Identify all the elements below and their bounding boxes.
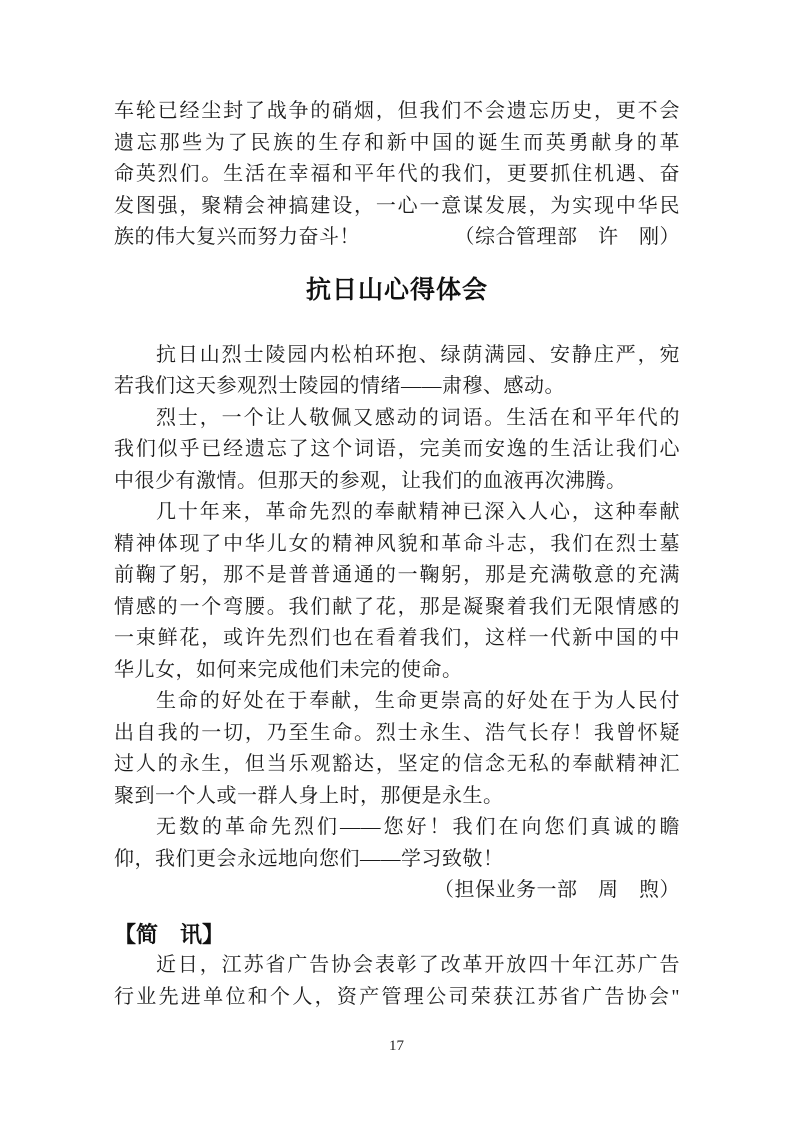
text-line: 出自我的一切，乃至生命。烈士永生、浩气长存！我曾怀疑 <box>114 721 680 744</box>
text-line: 近日，江苏省广告协会表彰了改革开放四十年江苏广告 <box>156 954 680 976</box>
article-paragraph <box>114 686 680 812</box>
article-paragraph <box>114 340 680 403</box>
text-line: 过人的永生，但当乐观豁达，坚定的信念无私的奉献精神汇 <box>114 753 680 775</box>
paragraph-ending-text: 族的伟大复兴而努力奋斗！ <box>114 226 360 248</box>
text-line: 生命的好处在于奉献，生命更崇高的好处在于为人民付 <box>156 690 680 712</box>
text-line: 烈士，一个让人敬佩又感动的词语。生活在和平年代的 <box>156 406 680 429</box>
text-line: 精神体现了中华儿女的精神风貌和革命斗志，我们在烈士墓 <box>114 532 680 555</box>
page-number: 17 <box>389 1038 404 1054</box>
text-line: 聚到一个人或一群人身上时，那便是永生。 <box>114 784 504 807</box>
continuation-paragraph <box>114 96 680 254</box>
text-line: 行业先进单位和个人，资产管理公司荣获江苏省广告协会" <box>114 985 680 1008</box>
article-paragraph <box>114 812 680 875</box>
text-line: 仰，我们更会永远地向您们——学习致敬！ <box>114 847 504 870</box>
text-line: 中很少有激情。但那天的参观，让我们的血液再次沸腾。 <box>114 469 627 492</box>
text-line: 前鞠了躬，那不是普普通通的一鞠躬，那是充满敬意的充满 <box>114 564 680 586</box>
text-line: 华儿女，如何来完成他们未完的使命。 <box>114 658 463 681</box>
text-line: 发图强，聚精会神搞建设，一心一意谋发展，为实现中华民 <box>114 194 680 217</box>
article-paragraph <box>114 497 680 686</box>
text-line: 我们似乎已经遗忘了这个词语，完美而安逸的生活让我们心 <box>114 438 680 460</box>
briefs-section-heading: 【简 讯】 <box>114 921 225 947</box>
text-line <box>114 222 680 254</box>
page-content <box>114 96 680 1013</box>
text-line: 情感的一个弯腰。我们献了花，那是凝聚着我们无限情感的 <box>114 595 680 618</box>
text-line: 车轮已经尘封了战争的硝烟，但我们不会遗忘历史，更不会 <box>114 100 680 122</box>
article-attribution: （担保业务一部 周 煦） <box>434 879 680 901</box>
author-attribution: （综合管理部 许 刚） <box>454 226 680 248</box>
text-line: 一束鲜花，或许先烈们也在看着我们，这样一代新中国的中 <box>114 627 680 649</box>
article-paragraph <box>114 403 680 498</box>
text-line: 抗日山烈士陵园内松柏环抱、绿荫满园、安静庄严，宛 <box>156 343 680 366</box>
text-line: 若我们这天参观烈士陵园的情绪——肃穆、感动。 <box>114 375 565 397</box>
text-line: 无数的革命先烈们——您好！我们在向您们真诚的瞻 <box>156 816 680 838</box>
briefs-paragraph <box>114 950 680 1013</box>
text-line: 几十年来，革命先烈的奉献精神已深入人心，这种奉献 <box>156 501 680 523</box>
text-line: 命英烈们。生活在幸福和平年代的我们，更要抓住机遇、奋 <box>114 163 680 185</box>
article-title: 抗日山心得体会 <box>305 275 488 304</box>
text-line: 遗忘那些为了民族的生存和新中国的诞生而英勇献身的革 <box>114 131 680 154</box>
